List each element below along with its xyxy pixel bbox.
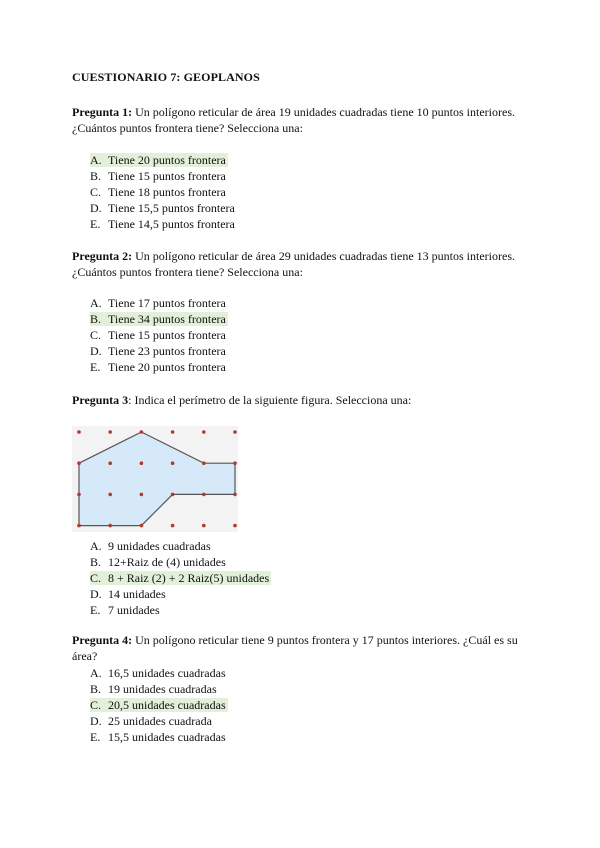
- lattice-point: [171, 461, 175, 465]
- lattice-point: [108, 430, 112, 434]
- option-text: Tiene 20 puntos frontera: [108, 360, 226, 374]
- option-letter: B.: [90, 169, 102, 183]
- page-title: CUESTIONARIO 7: GEOPLANOS: [72, 70, 260, 84]
- option-letter: E.: [90, 360, 101, 374]
- lattice-point: [202, 493, 206, 497]
- option-letter: A.: [90, 153, 102, 167]
- option-q2-c[interactable]: [90, 327, 228, 343]
- option-text: Tiene 14,5 puntos frontera: [108, 217, 235, 231]
- option-q3-d[interactable]: [90, 586, 271, 602]
- option-q3-c[interactable]: [90, 570, 271, 586]
- lattice-point: [233, 493, 237, 497]
- question-2: [72, 248, 532, 280]
- option-text: Tiene 15,5 puntos frontera: [108, 201, 235, 215]
- lattice-point: [140, 524, 144, 528]
- option-text: 8 + Raiz (2) + 2 Raiz(5) unidades: [108, 571, 270, 585]
- option-letter: E.: [90, 217, 101, 231]
- lattice-point: [140, 493, 144, 497]
- option-letter: B.: [90, 312, 102, 326]
- lattice-point: [140, 461, 144, 465]
- option-letter: C.: [90, 185, 102, 199]
- question-text: Un polígono reticular tiene 9 puntos frontera y 17 puntos interiores. ¿Cuál es su área?: [72, 633, 518, 663]
- option-letter: B.: [90, 555, 102, 569]
- lattice-point: [233, 430, 237, 434]
- question-text: Un polígono reticular de área 29 unidades cuadradas tiene 13 puntos interiores. ¿Cuántos puntos frontera tiene? Selecciona una:: [72, 249, 515, 279]
- option-letter: A.: [90, 666, 102, 680]
- lattice-point: [108, 524, 112, 528]
- question-1: [72, 104, 532, 136]
- option-q1-c[interactable]: [90, 184, 237, 200]
- option-q2-b[interactable]: [90, 311, 228, 327]
- option-q4-b[interactable]: [90, 681, 228, 697]
- lattice-point: [77, 430, 81, 434]
- option-q2-a[interactable]: [90, 295, 228, 311]
- lattice-point: [77, 461, 81, 465]
- option-text: Tiene 15 puntos frontera: [108, 169, 226, 183]
- option-letter: A.: [90, 296, 102, 310]
- lattice-point: [233, 524, 237, 528]
- lattice-point: [77, 493, 81, 497]
- lattice-point: [202, 461, 206, 465]
- option-q1-b[interactable]: [90, 168, 237, 184]
- question-label: Pregunta 1:: [72, 105, 133, 119]
- lattice-point: [171, 430, 175, 434]
- option-text: 12+Raiz de (4) unidades: [108, 555, 226, 569]
- question-label: Pregunta 3: [72, 393, 129, 407]
- option-q4-c[interactable]: [90, 697, 228, 713]
- lattice-point: [108, 461, 112, 465]
- option-q1-d[interactable]: [90, 200, 237, 216]
- option-text: Tiene 23 puntos frontera: [108, 344, 226, 358]
- options-q1: [90, 152, 237, 232]
- lattice-point: [171, 524, 175, 528]
- option-letter: C.: [90, 698, 102, 712]
- option-q2-d[interactable]: [90, 343, 228, 359]
- lattice-point: [233, 461, 237, 465]
- lattice-point: [171, 493, 175, 497]
- option-q4-a[interactable]: [90, 665, 228, 681]
- option-text: 7 unidades: [108, 603, 160, 617]
- option-q2-e[interactable]: [90, 359, 228, 375]
- geoboard-figure: [72, 426, 238, 532]
- option-text: Tiene 15 puntos frontera: [108, 328, 226, 342]
- option-text: 19 unidades cuadradas: [108, 682, 217, 696]
- options-q2: [90, 295, 228, 375]
- lattice-point: [202, 430, 206, 434]
- option-letter: B.: [90, 682, 102, 696]
- option-text: 16,5 unidades cuadradas: [108, 666, 226, 680]
- question-4: [72, 632, 532, 664]
- lattice-point: [140, 430, 144, 434]
- option-text: 9 unidades cuadradas: [108, 539, 211, 553]
- question-3: [72, 392, 532, 408]
- option-letter: C.: [90, 571, 102, 585]
- option-text: Tiene 17 puntos frontera: [108, 296, 226, 310]
- option-q1-e[interactable]: [90, 216, 237, 232]
- option-letter: E.: [90, 603, 101, 617]
- option-letter: D.: [90, 201, 102, 215]
- option-letter: C.: [90, 328, 102, 342]
- options-q4: [90, 665, 228, 745]
- option-text: Tiene 20 puntos frontera: [108, 153, 226, 167]
- options-q3: [90, 538, 271, 618]
- lattice-point: [202, 524, 206, 528]
- option-text: 14 unidades: [108, 587, 166, 601]
- option-letter: D.: [90, 587, 102, 601]
- option-letter: D.: [90, 714, 102, 728]
- lattice-point: [77, 524, 81, 528]
- option-q4-e[interactable]: [90, 729, 228, 745]
- question-text: : Indica el perímetro de la siguiente figura. Selecciona una:: [128, 393, 412, 407]
- question-label: Pregunta 4:: [72, 633, 133, 647]
- option-text: 20,5 unidades cuadradas: [108, 698, 226, 712]
- question-label: Pregunta 2:: [72, 249, 133, 263]
- option-text: 15,5 unidades cuadradas: [108, 730, 226, 744]
- option-text: Tiene 18 puntos frontera: [108, 185, 226, 199]
- option-letter: D.: [90, 344, 102, 358]
- option-letter: A.: [90, 539, 102, 553]
- option-q3-e[interactable]: [90, 602, 271, 618]
- option-q3-a[interactable]: [90, 538, 271, 554]
- option-q3-b[interactable]: [90, 554, 271, 570]
- option-text: Tiene 34 puntos frontera: [108, 312, 226, 326]
- option-text: 25 unidades cuadrada: [108, 714, 212, 728]
- option-q4-d[interactable]: [90, 713, 228, 729]
- option-letter: E.: [90, 730, 101, 744]
- question-text: Un polígono reticular de área 19 unidades cuadradas tiene 10 puntos interiores. ¿Cuántos puntos frontera tiene? Selecciona una:: [72, 105, 515, 135]
- lattice-point: [108, 493, 112, 497]
- option-q1-a[interactable]: [90, 152, 237, 168]
